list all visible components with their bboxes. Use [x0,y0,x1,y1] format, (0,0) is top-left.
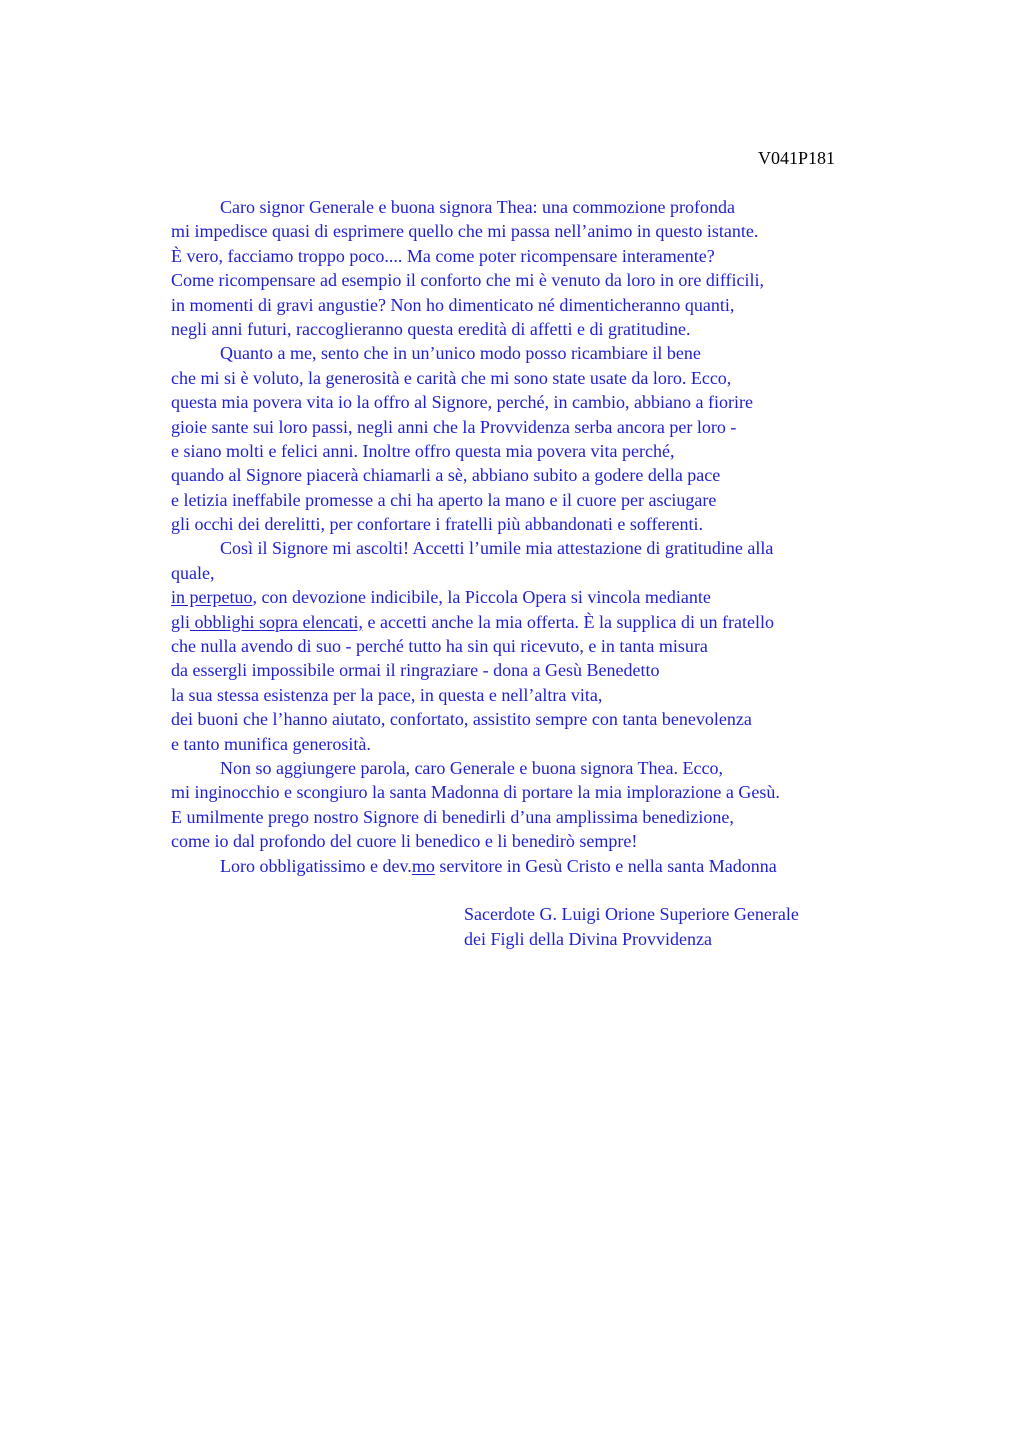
letter-line: da essergli impossibile ormai il ringraziare - dona a Gesù Benedetto [171,660,660,681]
letter-text: servitore in Gesù Cristo e nella santa Madonna [434,855,777,876]
letter-line: che nulla avendo di suo - perché tutto ha sin qui ricevuto, e in tanta misura [171,636,708,657]
letter-line: e siano molti e felici anni. Inoltre offro questa mia povera vita perché, [171,440,675,461]
letter-text: e accetti anche la mia offerta. È la supplica di un fratello [362,611,774,632]
letter-line: Non so aggiungere parola, caro Generale e buona signora Thea. Ecco, [220,757,723,778]
letter-line: Così il Signore mi ascolti! Accetti l’umile mia attestazione di gratitudine alla [220,538,774,559]
letter-text: Loro obbligatissimo e dev. [220,855,412,876]
letter-line [171,585,891,609]
letter-line: mi impedisce quasi di esprimere quello che mi passa nell’animo in questo istante. [171,221,759,242]
letter-line: questa mia povera vita io la offro al Signore, perché, in cambio, abbiano a fiorire [171,392,753,413]
underlined-abbreviation: mo [411,855,435,876]
letter-line: E umilmente prego nostro Signore di benedirli d’una amplissima benedizione, [171,806,734,827]
letter-line: quale, [171,562,215,583]
letter-line: Come ricompensare ad esempio il conforto che mi è venuto da loro in ore difficili, [171,270,764,291]
document-reference-code: V041P181 [758,148,836,168]
letter-text: gli [171,611,191,632]
letter-line: mi inginocchio e scongiuro la santa Madonna di portare la mia implorazione a Gesù. [171,782,780,803]
signature-line-2: dei Figli della Divina Provvidenza [464,928,712,949]
underlined-phrase: obblighi sopra elencati, [190,611,363,632]
closing-line [171,854,891,878]
letter-line: che mi si è voluto, la generosità e carità che mi sono state usate da loro. Ecco, [171,367,732,388]
letter-text: , con devozione indicibile, la Piccola Opera si vincola mediante [252,587,711,608]
letter-line: Caro signor Generale e buona signora Thea: una commozione profonda [220,197,735,217]
letter-line: come io dal profondo del cuore li benedico e li benedirò sempre! [171,831,638,852]
letter-line: e tanto munifica generosità. [171,733,371,754]
letter-line: Quanto a me, sento che in un’unico modo posso ricambiare il bene [220,343,701,364]
letter-line: negli anni futuri, raccoglieranno questa eredità di affetti e di gratitudine. [171,318,691,339]
letter-line: la sua stessa esistenza per la pace, in questa e nell’altra vita, [171,684,603,705]
underlined-phrase: in perpetuo [171,587,253,608]
letter-line: e letizia ineffabile promesse a chi ha aperto la mano e il cuore per asciugare [171,489,717,510]
letter-line: gli occhi dei derelitti, per confortare i fratelli più abbandonati e sofferenti. [171,514,703,535]
letter-line: dei buoni che l’hanno aiutato, confortato, assistito sempre con tanta benevolenza [171,709,752,730]
letter-line: quando al Signore piacerà chiamarli a sè, abbiano subito a godere della pace [171,465,721,486]
letter-body [171,195,891,951]
letter-line: gioie sante sui loro passi, negli anni che la Provvidenza serba ancora per loro - [171,416,737,437]
signature-line-1: Sacerdote G. Luigi Orione Superiore Generale [464,904,799,925]
blank-line [171,878,891,902]
letter-line [171,610,891,634]
letter-line: È vero, facciamo troppo poco.... Ma come poter ricompensare interamente? [171,245,715,266]
letter-line: in momenti di gravi angustie? Non ho dimenticato né dimenticheranno quanti, [171,294,735,315]
